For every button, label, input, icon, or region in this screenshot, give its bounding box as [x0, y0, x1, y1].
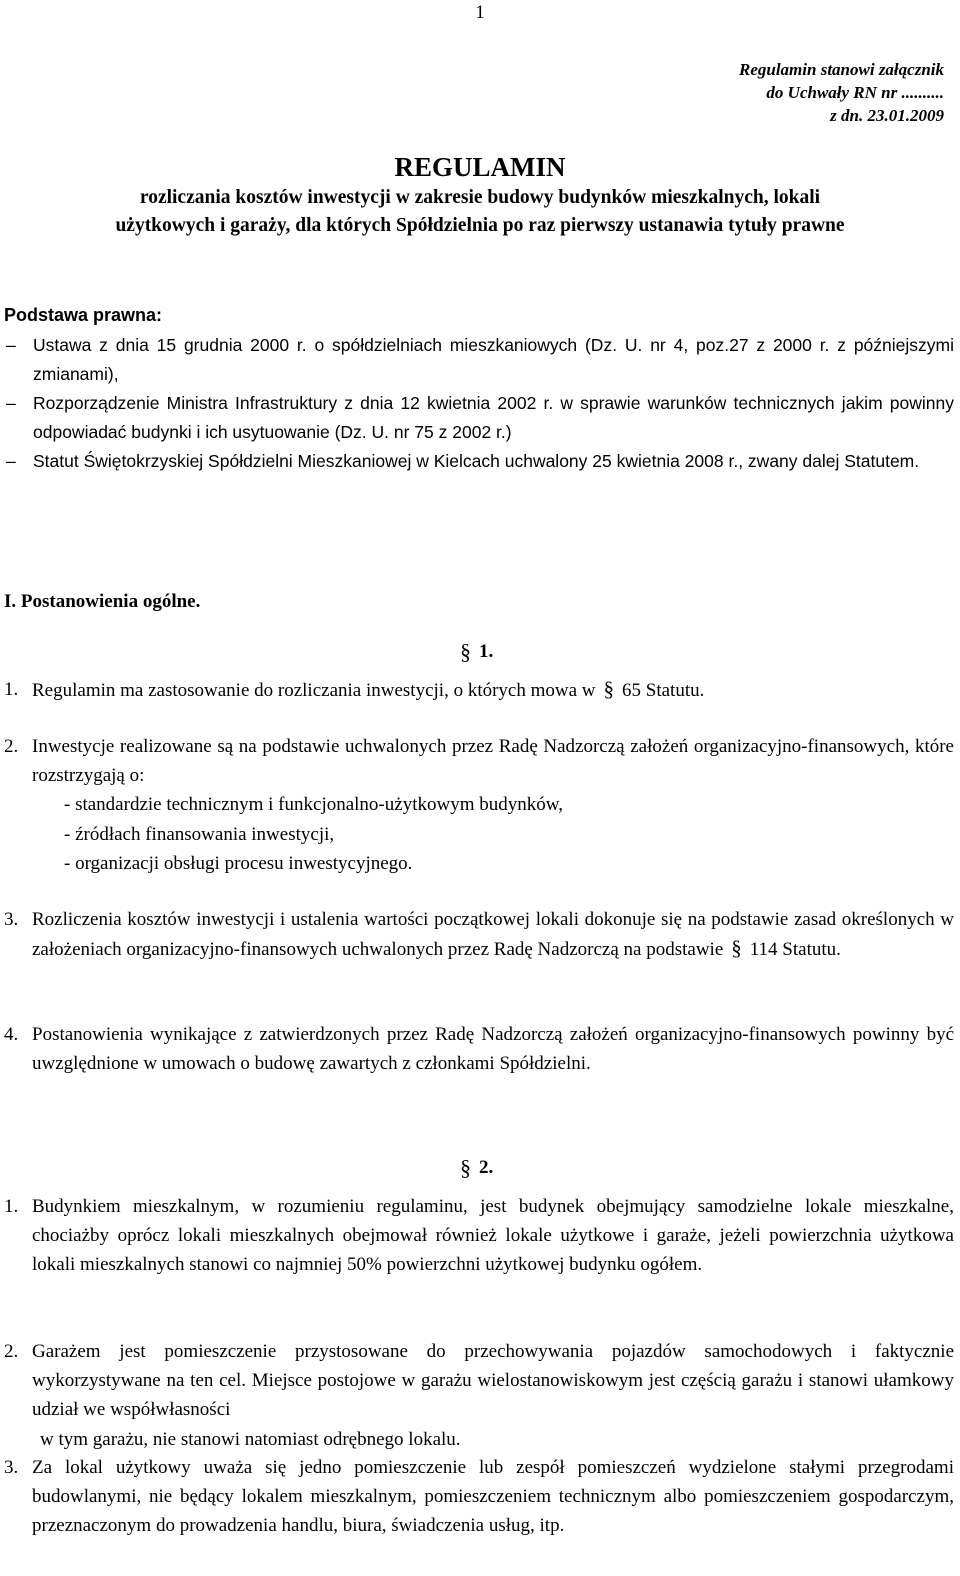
- sub-item: - źródłach finansowania inwestycji,: [64, 823, 335, 845]
- item-text: Garażem jest pomieszczenie przystosowane do przechowywania pojazdów samochodowych i faktycznie wykorzystywane na ten cel. Miejsce postojowe w garażu wielostanowiskowym jest częścią garażu i stanowi ułamkowy udział we współwłasności: [32, 1341, 954, 1421]
- dash-bullet: –: [6, 335, 16, 355]
- item-number: 4.: [4, 1024, 19, 1045]
- attachment-line-1: Regulamin stanowi załącznik: [739, 60, 944, 79]
- sub-item: - standardzie technicznym i funkcjonalno-użytkowym budynków,: [64, 794, 563, 816]
- section-sign-icon: §: [731, 936, 742, 961]
- section-sign-icon: §: [460, 1155, 471, 1180]
- legal-basis-list: [4, 331, 954, 476]
- legal-basis-item: [4, 447, 954, 476]
- legal-basis-heading: Podstawa prawna:: [4, 305, 163, 325]
- item-text-end: 65 Statutu.: [622, 680, 705, 701]
- item-text-continued: w tym garażu, nie stanowi natomiast odrębnego lokalu.: [40, 1428, 461, 1450]
- item-number: 3.: [4, 909, 19, 930]
- legal-basis-text: Statut Świętokrzyskiej Spółdzielni Mieszkaniowej w Kielcach uchwalony 25 kwietnia 2008 r., zwany dalej Statutem.: [33, 451, 920, 471]
- paragraph-1-item-1: [4, 675, 954, 705]
- legal-basis-item: [4, 389, 954, 447]
- paragraph-2-item-3: [4, 1453, 954, 1541]
- item-text: Rozliczenia kosztów inwestycji i ustalenia wartości początkowej lokali dokonuje się na podstawie zasad określonych w założeniach organizacyjno-finansowych uchwalonych przez Radę Nadzorczą na podstawie: [32, 909, 954, 961]
- page-number: 1: [475, 2, 485, 23]
- legal-basis-item: [4, 331, 954, 389]
- paragraph-heading-2: [460, 1153, 493, 1179]
- attachment-line-2: do Uchwały RN nr ..........: [766, 83, 944, 102]
- item-number: 1.: [4, 1196, 19, 1217]
- item-text: Postanowienia wynikające z zatwierdzonych przez Radę Nadzorczą założeń organizacyjno-finansowych powinny być uwzględnione w umowach o budowę zawartych z członkami Spółdzielni.: [32, 1024, 954, 1075]
- attachment-line-3: z dn. 23.01.2009: [830, 106, 944, 125]
- attachment-note: [739, 58, 944, 127]
- item-text: Za lokal użytkowy uważa się jedno pomieszczenie lub zespół pomieszczeń wydzielone stałymi przegrodami budowlanymi, nie będący lokalem mieszkalnym, pomieszczeniem technicznym albo pomieszczeniem gospodarczym, przeznaczonym do prowadzenia handlu, biura, świadczenia usług, itp.: [32, 1457, 954, 1537]
- item-number: 3.: [4, 1457, 19, 1478]
- title-line-2: użytkowych i garaży, dla których Spółdzielnia po raz pierwszy ustanawia tytuły prawne: [115, 215, 845, 236]
- title-line-1: rozliczania kosztów inwestycji w zakresie budowy budynków mieszkalnych, lokali: [139, 187, 821, 208]
- section-heading: I. Postanowienia ogólne.: [4, 591, 201, 612]
- item-number: 1.: [4, 679, 19, 700]
- item-text: Budynkiem mieszkalnym, w rozumieniu regulaminu, jest budynek obejmujący samodzielne lokale mieszkalne, chociażby oprócz lokali mieszkalnych obejmował również lokale użytkowe i garaże, jeżeli powierzchnia użytkowa lokali mieszkalnych stanowi co najmniej 50% powierzchni użytkowej budynku ogółem.: [32, 1196, 954, 1276]
- sub-item: - organizacji obsługi procesu inwestycyjnego.: [64, 852, 413, 874]
- section-sign-icon: §: [603, 677, 615, 701]
- item-number: 2.: [4, 736, 19, 757]
- paragraph-2-item-2: [4, 1337, 954, 1454]
- item-text-end: 114 Statutu.: [749, 939, 841, 961]
- document-title: [0, 150, 960, 240]
- dash-bullet: –: [6, 451, 16, 471]
- item-text: Regulamin ma zastosowanie do rozliczania inwestycji, o których mowa w: [32, 680, 596, 701]
- paragraph-2-item-1: [4, 1192, 954, 1280]
- paragraph-1-item-3: [4, 905, 954, 964]
- paragraph-number: 2.: [479, 1157, 494, 1178]
- legal-basis-text: Rozporządzenie Ministra Infrastruktury z dnia 12 kwietnia 2002 r. w sprawie warunków technicznych jakim powinny odpowiadać budynki i ich usytuowanie (Dz. U. nr 75 z 2002 r.): [33, 393, 954, 442]
- item-number: 2.: [4, 1341, 19, 1362]
- legal-basis-text: Ustawa z dnia 15 grudnia 2000 r. o spółdzielniach mieszkaniowych (Dz. U. nr 4, poz.27 z 2000 r. z późniejszymi zmianami),: [33, 335, 954, 384]
- paragraph-number: 1.: [479, 641, 494, 662]
- section-sign-icon: §: [460, 639, 471, 664]
- item-text: Inwestycje realizowane są na podstawie uchwalonych przez Radę Nadzorczą założeń organizacyjno-finansowych, które rozstrzygają o:: [32, 736, 954, 787]
- paragraph-heading-1: [460, 637, 493, 663]
- title-main: REGULAMIN: [394, 152, 566, 182]
- paragraph-1-item-4: [4, 1020, 954, 1078]
- paragraph-1-item-2: [4, 732, 954, 878]
- dash-bullet: –: [6, 393, 16, 413]
